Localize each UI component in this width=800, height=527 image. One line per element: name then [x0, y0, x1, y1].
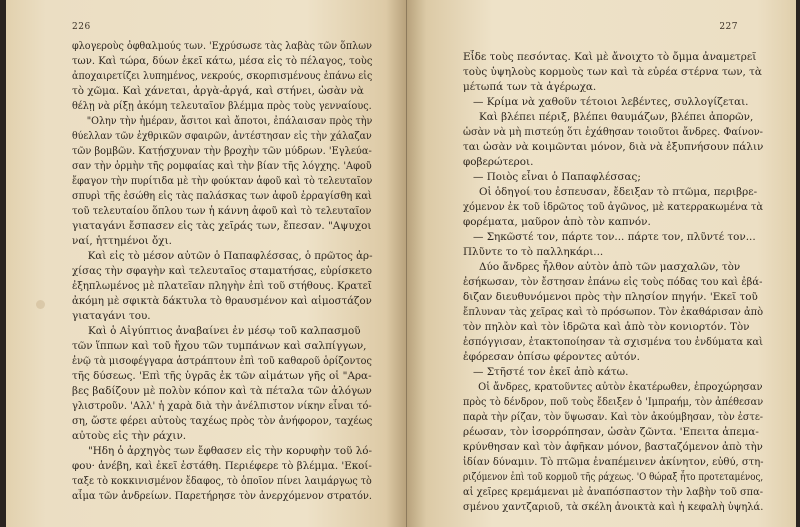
text-line: φορέματα, μαῦρον ἀπὸ τὸν καπνόν.	[463, 216, 651, 228]
text-line: σαν τὴν ὁρμὴν τῆς ρομφαίας καὶ τὴν βίαν τῆς λόγχης. 'Αφοῦ	[72, 160, 372, 172]
text-line: — Στῆστέ τον ἐκεῖ ἀπὸ κάτω.	[473, 366, 629, 378]
text-line: ἐφόρεσαν ὀπίσω φέροντες αὐτόν.	[463, 351, 640, 363]
book-spread	[6, 0, 796, 527]
text-line: ἔπλυναν τὰς χεῖρας καὶ τὸ πρόσωπον. Τὸν ἐκαθάρισαν ἀπὸ	[463, 306, 763, 318]
text-line: γιαταγάνι ἔσπασεν εἰς τὰς χεῖράς των, ἔπεσαν. "Αψυχοι	[72, 220, 372, 232]
text-line: τοῦ τελευταίου ὅπλου των ἡ κάννη ἀφοῦ καὶ τὸ τελευταῖον	[72, 205, 372, 217]
text-line: γιαταγάνι του.	[72, 310, 151, 322]
text-line: — Κρίμα νὰ χαθοῦν τέτοιοι λεβέντες, συλλογίζεται.	[473, 96, 749, 108]
text-line: ναί, ἡττημένοι ὄχι.	[72, 235, 172, 247]
text-line: αὐτοὺς εἰς τὴν ράχιν.	[72, 430, 187, 442]
text-line: Καὶ ὁ Αἰγύπτιος ἀναβαίνει ἐν μέσῳ τοῦ καλπασμοῦ	[88, 325, 361, 337]
text-line: ἐξηπλωμένος μὲ πλατεῖαν πληγὴν ἐπὶ τοῦ στήθους. Κρατεῖ	[72, 280, 372, 292]
text-line: χόμενον ἐκ τοῦ ἱδρῶτος τοῦ ἀγῶνος, μὲ κατερρακωμένα τὰ	[463, 201, 763, 213]
text-line: τοὺς ὑψηλοὺς κορμοὺς των καὶ τὰ εὐρέα στέρνα των, τὰ	[463, 66, 762, 78]
text-line: αἱ χεῖρες κρεμάμεναι μὲ ἀναπόσπαστον τὴν λαβὴν τοῦ σπα-	[463, 486, 763, 498]
text-line: βες βαδίζουν μὲ πολὺν κόπον καὶ τὰ πέταλα τῶν ἀλόγων	[72, 385, 372, 397]
text-line: ριζόμενον ἐπὶ τοῦ κορμοῦ τῆς ράχεως. 'Ο θώραξ ἦτο προτεταμένος,	[463, 471, 764, 483]
text-line: γλιστροῦν. 'Αλλ' ἡ χαρὰ διὰ τὴν ἀνέλπιστον νίκην εἶναι τό-	[72, 400, 372, 412]
text-line: Πλῦντε το τὸ παλληκάρι...	[463, 246, 604, 258]
text-line: "Ηδη ὁ ἀρχηγὸς των ἔφθασεν εἰς τὴν κορυφὴν τοῦ λό-	[87, 445, 373, 457]
text-line: Καὶ εἰς τὸ μέσον αὐτῶν ὁ Παπαφλέσσας, ὁ πρῶτος ἀρ-	[87, 250, 373, 262]
right-page	[407, 0, 796, 527]
text-line: χίσας τὴν σφαγὴν καὶ τελευταῖος σταματήσας, εὑρίσκετο	[72, 265, 372, 277]
text-line: ἰδίαν δύναμιν. Τὸ πτῶμα ἐναπέμεινεν ἀκίνητον, εὐθύ, στη-	[463, 456, 764, 468]
text-line: σμένου χαντζαριοῦ, τὰ σκέλη ἀνοικτὰ καὶ ἡ κεφαλὴ ὑψηλά.	[463, 501, 763, 513]
text-line: Οἱ ὁδηγοί του ἐσπευσαν, ἔδειξαν τὸ πτῶμα, περιβρε-	[479, 186, 758, 198]
text-line: "Ολην τὴν ἡμέραν, ἄσιτοι καὶ ἄποτοι, ἐπάλαισαν πρὸς τὴν	[86, 115, 373, 127]
text-line: ἀποχαιρετίζει λυπημένος, νεκρούς, σκορπισμένους ἐπάνω εἰς	[72, 70, 372, 82]
text-line: Εἶδε τοὺς πεσόντας. Καὶ μὲ ἄνοιχτο τὸ ὄμμα ἀναμετρεῖ	[463, 51, 757, 63]
text-line: ἐνῷ τὰ μισοφέγγαρα ἀστράπτουν ἐπὶ τοῦ καθαροῦ ὁρίζοντος	[72, 355, 372, 367]
foxing-stain	[36, 300, 45, 309]
text-line: ρέωσαν, τὸν ἰσορρόπησαν, ὡσὰν ζῶντα. 'Επειτα ἀπεμα-	[463, 426, 759, 438]
text-line: Καὶ βλέπει πέριξ, βλέπει θαυμάζων, βλέπει ἀπορῶν,	[479, 111, 754, 123]
left-page-text	[72, 39, 372, 504]
text-line: Δύο ἄνδρες ἦλθον αὐτὸν ἀπὸ τῶν μασχαλῶν, τὸν	[479, 261, 741, 273]
text-line: — Ποιὸς εἶναι ὁ Παπαφλέσσας;	[473, 171, 641, 183]
text-line: τὸ χῶμα. Καὶ χάνεται, ἀργὰ-ἀργά, καὶ στήνει, ὡσὰν νὰ	[72, 85, 364, 97]
text-line: διζαν διευθυνόμενοι πρὸς τὴν πλησίον πηγήν. 'Εκεῖ τοῦ	[463, 291, 758, 303]
text-line: θύελλαν τῶν ἐχθρικῶν σφαιρῶν, ἀντέστησαν εἰς τὴν χάλαζαν	[72, 130, 372, 142]
text-line: αἷμα τῶν ἀνδρείων. Παρετήρησε τὸν ἀνερχόμενον στρατόν.	[72, 490, 372, 502]
text-line: ἀκόμη μὲ σφικτὰ δάκτυλα τὸ θραυσμένον καὶ αἱμοστάζον	[72, 295, 372, 307]
text-line: μέτωπά των τὰ ἀγέρωχα.	[463, 81, 597, 93]
text-line: φοβερώτεροι.	[463, 156, 534, 168]
text-line: τῆς δύσεως. 'Επὶ τῆς ὑγρᾶς ἐκ τῶν αἱμάτων γῆς οἱ "Αρα-	[72, 370, 372, 382]
text-line: κρύνθησαν καὶ τὸν ἀφῆκαν μόνον, βασταζόμενον ἀπὸ τὴν	[463, 441, 763, 453]
left-page	[6, 0, 407, 527]
text-line: φλογεροὺς ὀφθαλμούς των. 'Εχρύσωσε τὰς λαβὰς τῶν ὅπλων	[72, 40, 372, 52]
page-number-right: 227	[719, 22, 738, 32]
text-line: παρὰ τὴν ρίζαν, τὸν ὕψωσαν. Καὶ τὸν ἀκούμβησαν, τὸν ἐστε-	[463, 411, 764, 423]
text-line: θέλῃ νὰ ρίξῃ ἀκόμη τελευταῖον βλέμμα πρὸς τοὺς γενναίους.	[72, 100, 372, 112]
text-line: ἐσήκωσαν, τὸν ἔστησαν ἐπάνω εἰς τοὺς πόδας του καὶ ἐβά-	[463, 276, 763, 288]
text-line: ταξε τὸ κοκκινισμένον ἔδαφος, τὸ ὁποῖον πίνει λαιμάργως τὸ	[72, 475, 372, 487]
text-line: πρὸς τὸ δένδρον, ποῦ τοὺς ἔδειξεν ὁ 'Ιμπραήμ, τὸν ἀπέθεσαν	[463, 396, 764, 408]
right-page-text	[463, 50, 763, 515]
text-line: ἔφαγον τὴν πυρίτιδα μὲ τὴν φούκταν ἀφοῦ καὶ τὸ τελευταῖον	[72, 175, 373, 187]
text-line: ἐσπόγγισαν, ἐτακτοποίησαν τὰ σχισμένα του ἐνδύματα καὶ	[463, 336, 763, 348]
text-line: Οἱ ἄνδρες, κρατοῦντες αὐτὸν ἑκατέρωθεν, ἐπροχώρησαν	[478, 381, 763, 393]
text-line: ση, ὥστε φέρει αὐτοὺς ταχέως πρὸς τὸν ἀνήφορον, ταχέως	[72, 415, 373, 427]
text-line: σπυρὶ τῆς ἐσώθη εἰς τὰς παλάσκας των ἀφοῦ ἐρραγίσθη καὶ	[72, 190, 372, 202]
text-line: τῶν ἵππων καὶ τοῦ ἤχου τῶν τυμπάνων καὶ σαλπίγγων,	[72, 340, 367, 352]
text-line: των. Καὶ τώρα, δύων ἐκεῖ κάτω, μέσα εἰς τὸ πέλαγος, τοὺς	[72, 55, 373, 67]
page-number-left: 226	[72, 22, 91, 32]
text-line: τὸν πηλὸν καὶ τὸν ἱδρῶτα καὶ ἀπὸ τὸν κονιορτόν. Τὸν	[463, 321, 750, 333]
text-line: ὡσὰν νὰ μὴ πιστεύῃ ὅτι ἐχάθησαν τοιοῦτοι ἄνδρες. Φαίνον-	[463, 126, 763, 138]
text-line: — Σηκῶστέ τον, πάρτε τον... πάρτε τον, πλῦντέ τον...	[473, 231, 756, 243]
text-line: φου· ἀνέβη, καὶ ἐκεῖ ἐστάθη. Περιέφερε τὸ βλέμμα. 'Εκοί-	[72, 460, 372, 472]
text-line: τῶν βομβῶν. Κατῄσχυναν τὴν βροχὴν τῶν μύδρων. 'Εγλεύα-	[72, 145, 372, 157]
text-line: ται ὡσὰν νὰ κοιμῶνται μόνον, διὰ νὰ ἐξυπνήσουν πάλιν	[463, 141, 763, 153]
